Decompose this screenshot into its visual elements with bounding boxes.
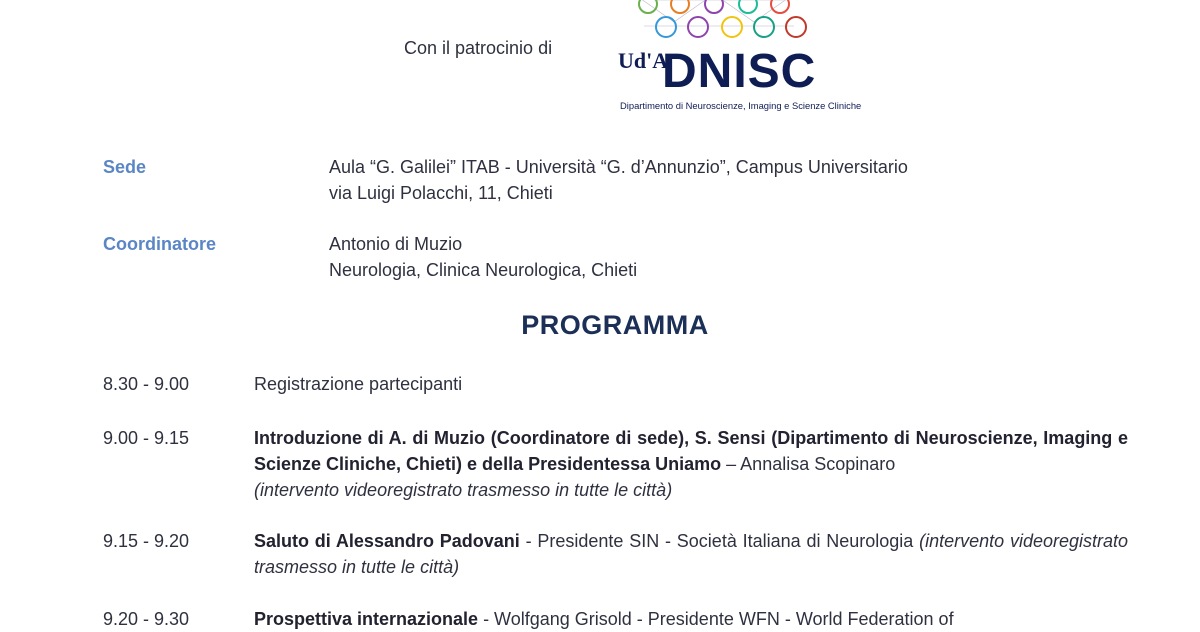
node-icon-8 <box>722 17 742 37</box>
node-icon-6 <box>656 17 676 37</box>
program-desc-2 <box>254 425 1128 503</box>
node-icon-3 <box>705 0 723 13</box>
sede-line-2: via Luigi Polacchi, 11, Chieti <box>329 183 553 203</box>
program-desc-2-text: – Annalisa Scopinaro <box>721 454 896 474</box>
uda-logo-text: Ud'A <box>618 48 669 73</box>
dnisc-brand-text: DNISC <box>662 45 817 98</box>
coordinatore-line-1: Antonio di Muzio <box>329 234 463 254</box>
sede-label: Sede <box>103 157 147 177</box>
program-desc-3-italic: (intervento videoregistrato trasmesso in tutte le città) <box>254 531 1129 577</box>
node-icon-7 <box>688 17 708 37</box>
node-icon-4 <box>739 0 757 13</box>
program-time-4: 9.20 - 9.30 <box>103 609 190 629</box>
coordinatore-value <box>329 231 637 283</box>
node-icon-9 <box>754 17 774 37</box>
program-desc-4-bold: Prospettiva internazionale <box>254 609 479 629</box>
dnisc-tagline: Dipartimento di Neuroscienze, Imaging e Scienze Cliniche <box>620 100 862 111</box>
program-desc-2-italic: (intervento videoregistrato trasmesso in tutte le città) <box>254 480 673 500</box>
program-time-1: 8.30 - 9.00 <box>103 374 190 394</box>
sede-line-1: Aula “G. Galilei” ITAB - Università “G. d’Annunzio”, Campus Universitario <box>329 157 908 177</box>
neural-icons-graphic <box>614 0 824 50</box>
node-icon-2 <box>671 0 689 13</box>
program-desc-4-text: - Wolfgang Grisold - Presidente WFN - World Federation of <box>478 609 954 629</box>
coordinatore-line-2: Neurologia, Clinica Neurologica, Chieti <box>329 260 638 280</box>
program-desc-4 <box>254 606 1128 632</box>
program-time-2: 9.00 - 9.15 <box>103 428 190 448</box>
program-desc-1-text: Registrazione partecipanti <box>254 374 463 394</box>
node-icon-1 <box>639 0 657 13</box>
program-time-3: 9.15 - 9.20 <box>103 531 190 551</box>
dnisc-logo <box>614 0 862 120</box>
node-icon-5 <box>771 0 789 13</box>
program-desc-3-text: - Presidente SIN - Società Italiana di Neurologia <box>519 531 920 551</box>
node-icon-10 <box>786 17 806 37</box>
sede-value <box>329 154 908 206</box>
program-desc-3-bold: Saluto di Alessandro Padovani <box>254 531 520 551</box>
coordinatore-label: Coordinatore <box>103 234 217 254</box>
patrocinio-label: Con il patrocinio di <box>404 38 553 58</box>
programma-title: PROGRAMMA <box>521 310 709 340</box>
program-desc-3 <box>254 528 1128 580</box>
program-desc-2-bold: Introduzione di A. di Muzio (Coordinatore di sede), S. Sensi (Dipartimento di Neuroscienze, Imaging e Scienze Cliniche, Chieti) e della Presidentessa Uniamo <box>254 428 1128 474</box>
program-desc-1 <box>254 371 1128 397</box>
